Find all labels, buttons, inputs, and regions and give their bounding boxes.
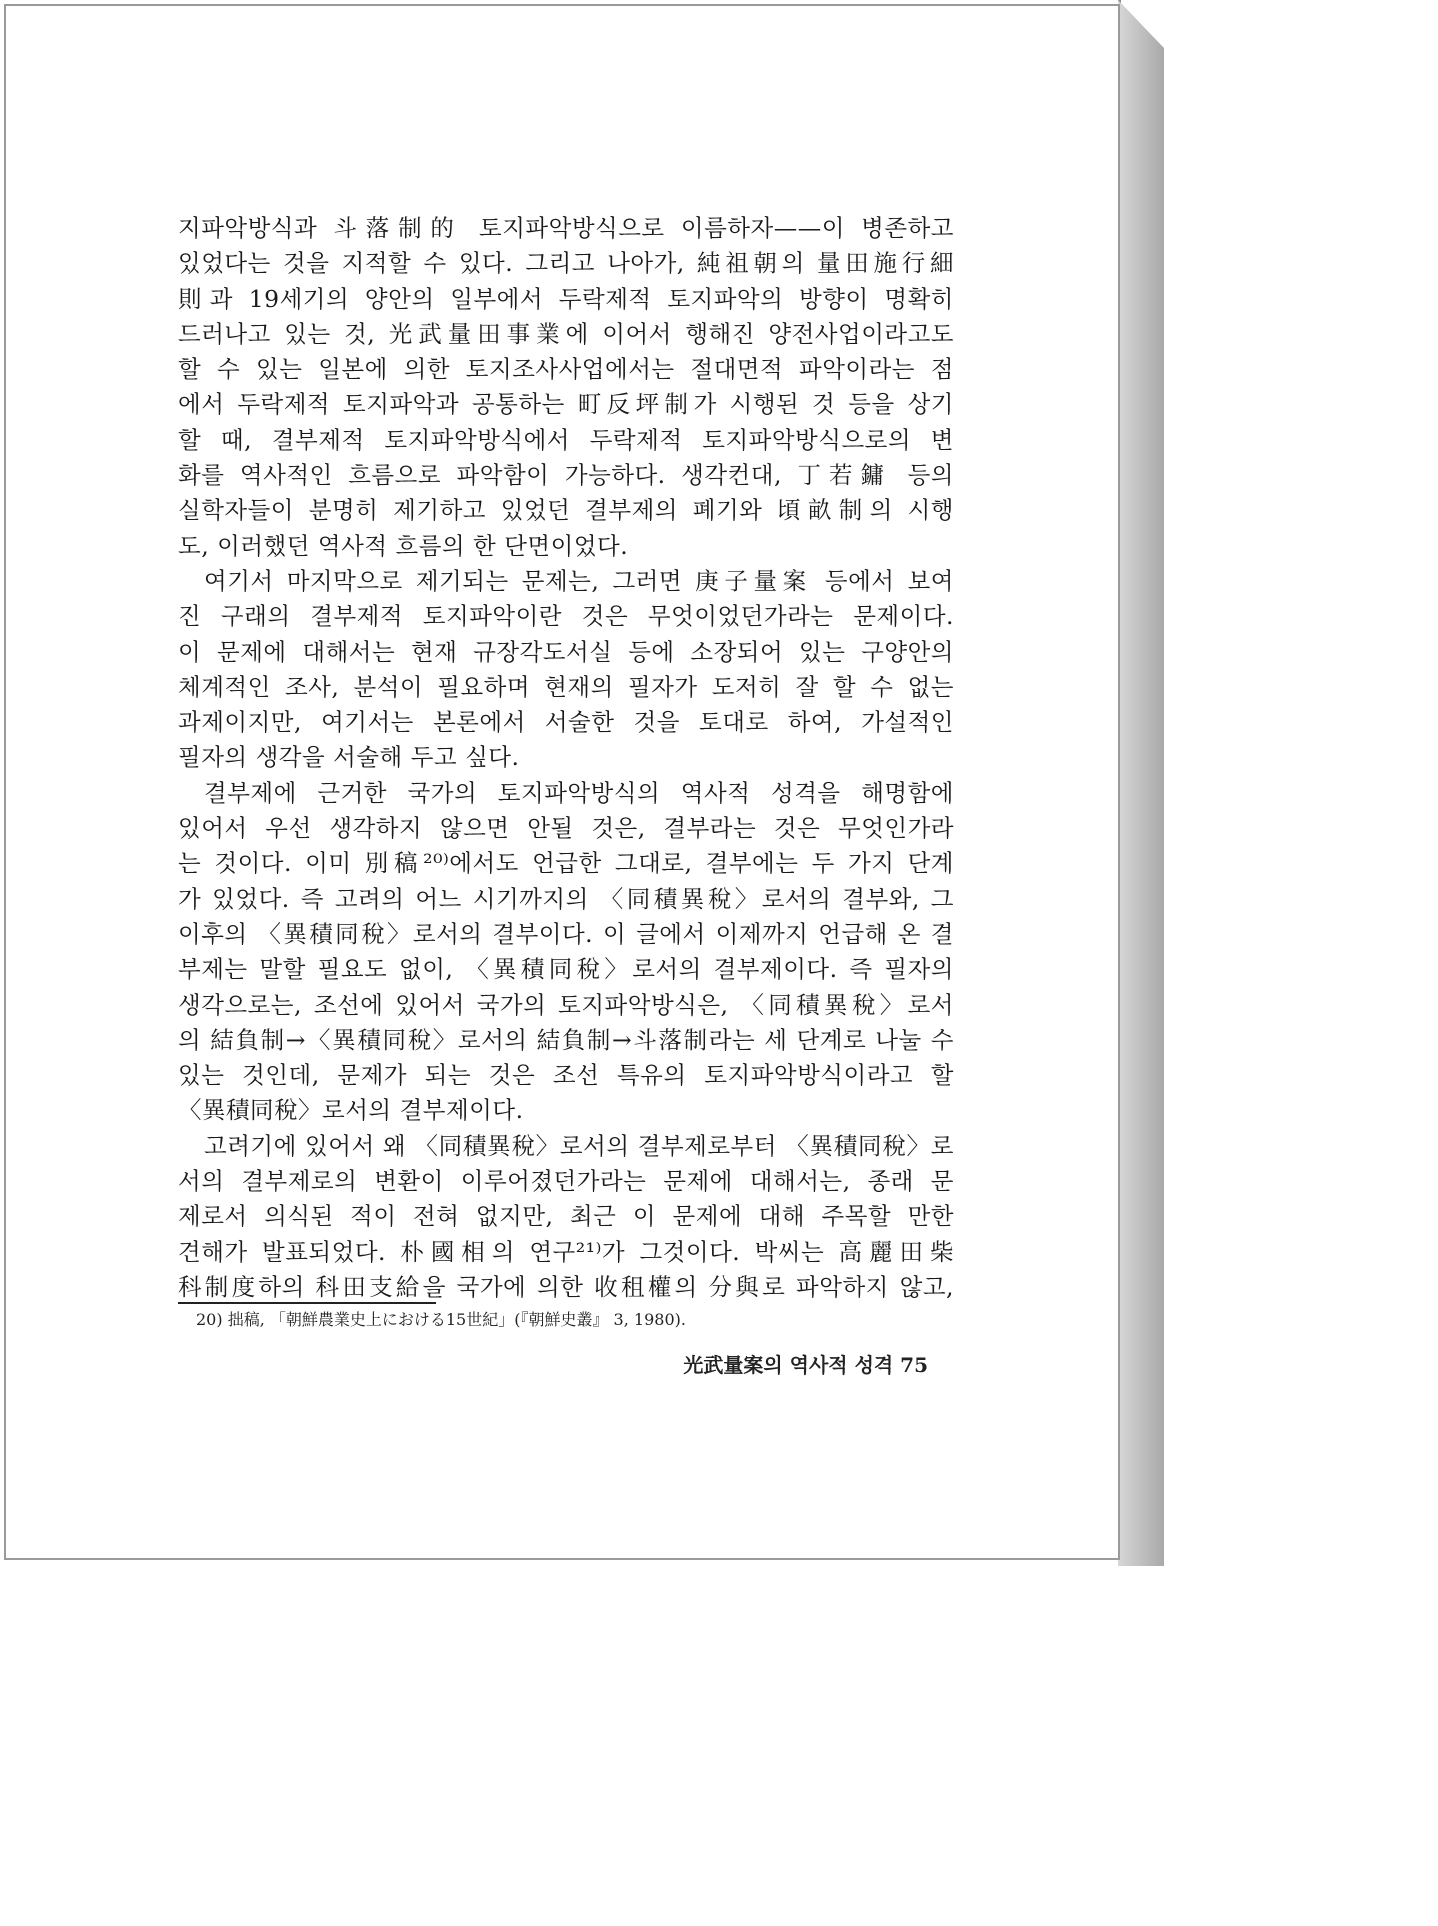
text-line: 결부제에 근거한 국가의 토지파악방식의 역사적 성격을 해명함에 xyxy=(204,778,954,807)
text-line: 에서 두락제적 토지파악과 공통하는 町反坪制가 시행된 것 등을 상기 xyxy=(178,390,954,419)
text-line: 제로서 의식된 적이 전혀 없지만, 최근 이 문제에 대해 주목할 만한 xyxy=(178,1202,954,1231)
footnote: 20) 拙稿, 「朝鮮農業史上における15世紀」(『朝鮮史叢』 3, 1980). xyxy=(196,1310,686,1329)
body-text xyxy=(178,211,954,1305)
text-line: 화를 역사적인 흐름으로 파악함이 가능하다. 생각컨대, 丁若鏞 등의 xyxy=(178,461,954,490)
text-line: 부제는 말할 필요도 없이, 〈異積同稅〉로서의 결부제이다. 즉 필자의 xyxy=(178,955,954,984)
text-line: 생각으로는, 조선에 있어서 국가의 토지파악방식은, 〈同積異稅〉로서 xyxy=(178,990,954,1019)
text-line: 진 구래의 결부제적 토지파악이란 것은 무엇이었던가라는 문제이다. xyxy=(178,602,954,631)
text-line: 드러나고 있는 것, 光武量田事業에 이어서 행해진 양전사업이라고도 xyxy=(178,319,954,348)
text-line: 서의 결부제로의 변환이 이루어졌던가라는 문제에 대해서는, 종래 문 xyxy=(178,1167,954,1196)
text-line: 있었다는 것을 지적할 수 있다. 그리고 나아가, 純祖朝의 量田施行細 xyxy=(178,249,954,278)
text-line: 이후의 〈異積同稅〉로서의 결부이다. 이 글에서 이제까지 언급해 온 결 xyxy=(178,919,954,948)
text-line: 지파악방식과 斗落制的 토지파악방식으로 이름하자——이 병존하고 xyxy=(178,214,954,242)
text-line: 고려기에 있어서 왜 〈同積異稅〉로서의 결부제로부터 〈異積同稅〉로 xyxy=(204,1131,954,1160)
running-footer: 光武量案의 역사적 성격 75 xyxy=(683,1353,928,1377)
text-line: 는 것이다. 이미 別稿²⁰⁾에서도 언급한 그대로, 결부에는 두 가지 단계 xyxy=(178,849,954,878)
text-line: 〈異積同稅〉로서의 결부제이다. xyxy=(178,1096,524,1125)
footnote-divider xyxy=(178,1302,436,1304)
text-line: 견해가 발표되었다. 朴國相의 연구²¹⁾가 그것이다. 박씨는 高麗田柴 xyxy=(178,1237,954,1266)
text-line: 체계적인 조사, 분석이 필요하며 현재의 필자가 도저히 잘 할 수 없는 xyxy=(178,672,954,701)
text-line: 則과 19세기의 양안의 일부에서 두락제적 토지파악의 방향이 명확히 xyxy=(178,284,954,313)
text-line: 실학자들이 분명히 제기하고 있었던 결부제의 폐기와 頃畝制의 시행 xyxy=(178,496,954,525)
text-line: 가 있었다. 즉 고려의 어느 시기까지의 〈同積異稅〉로서의 결부와, 그 xyxy=(178,884,954,913)
text-line: 여기서 마지막으로 제기되는 문제는, 그러면 庚子量案 등에서 보여 xyxy=(204,566,954,595)
text-line: 있는 것인데, 문제가 되는 것은 조선 특유의 토지파악방식이라고 할 xyxy=(178,1061,954,1090)
page-side-shadow xyxy=(1118,0,1164,1566)
text-line: 도, 이러했던 역사적 흐름의 한 단면이었다. xyxy=(178,531,629,560)
text-line: 필자의 생각을 서술해 두고 싶다. xyxy=(178,743,520,772)
text-line: 이 문제에 대해서는 현재 규장각도서실 등에 소장되어 있는 구양안의 xyxy=(178,637,954,666)
text-line: 있어서 우선 생각하지 않으면 안될 것은, 결부라는 것은 무엇인가라 xyxy=(178,814,954,843)
text-line: 할 때, 결부제적 토지파악방식에서 두락제적 토지파악방식으로의 변 xyxy=(178,425,954,454)
text-line: 할 수 있는 일본에 의한 토지조사사업에서는 절대면적 파악이라는 점 xyxy=(178,355,954,384)
text-line: 과제이지만, 여기서는 본론에서 서술한 것을 토대로 하여, 가설적인 xyxy=(178,708,954,737)
text-line: 科制度하의 科田支給을 국가에 의한 收租權의 分與로 파악하지 않고, xyxy=(178,1272,954,1301)
text-line: 의 結負制→〈異積同稅〉로서의 結負制→斗落制라는 세 단계로 나눌 수 xyxy=(178,1025,954,1054)
